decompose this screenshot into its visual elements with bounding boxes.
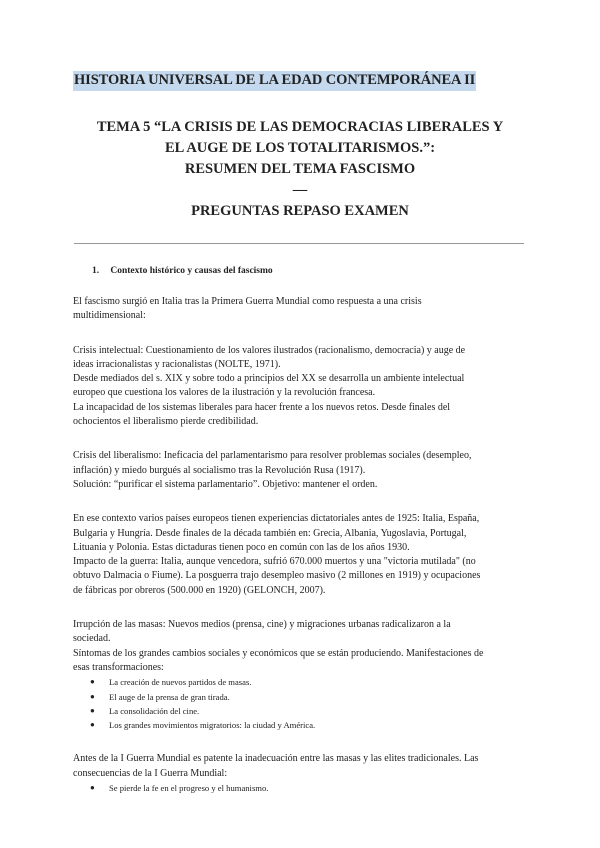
- list-item: ● Los grandes movimientos migratorios: la ciudad y América.: [73, 718, 533, 732]
- paragraph-line: Antes de la I Guerra Mundial es patente la inadecuación entre las masas y las elites tradicionales. Las: [73, 753, 479, 765]
- paragraph-line: de fábricas por obreros (500.000 en 1920) (GELONCH, 2007).: [73, 584, 326, 596]
- bullet-icon: ●: [90, 783, 95, 793]
- tema-line-2: EL AUGE DE LOS TOTALITARISMOS.”:: [164, 140, 436, 156]
- tema-line-3: RESUMEN DEL TEMA FASCISMO: [184, 161, 416, 177]
- paragraph-line: obtuvo Dalmacia o Fiume). La posguerra trajo desempleo masivo (2 millones en 1919) y ocupaciones: [73, 570, 481, 582]
- bullet-icon: ●: [90, 677, 95, 687]
- list-item: ● La consolidación del cine.: [73, 704, 533, 718]
- tema-heading: [40, 117, 560, 222]
- section-title: Contexto histórico y causas del fascismo: [110, 266, 273, 276]
- transformaciones-list: [73, 675, 533, 732]
- paragraph-line: esas transformaciones:: [73, 661, 164, 673]
- bullet-icon: ●: [90, 705, 95, 715]
- paragraph-line: Crisis del liberalismo: Ineficacia del parlamentarismo para resolver problemas sociales (desempleo,: [73, 450, 472, 462]
- list-item: ● La creación de nuevos partidos de masas.: [73, 675, 533, 689]
- paragraph-line: sociedad.: [73, 633, 111, 645]
- paragraph-line: Irrupción de las masas: Nuevos medios (prensa, cine) y migraciones urbanas radicalizaron a la: [73, 619, 451, 631]
- document-title: HISTORIA UNIVERSAL DE LA EDAD CONTEMPORÁNEA II: [73, 71, 476, 91]
- paragraph-line: multidimensional:: [73, 310, 146, 322]
- paragraph-line: La incapacidad de los sistemas liberales para hacer frente a los nuevos retos. Desde finales del: [73, 401, 451, 413]
- horizontal-divider: [74, 243, 524, 244]
- paragraph-line: En ese contexto varios países europeos tienen experiencias dictatoriales antes de 1925: Italia, España,: [73, 513, 480, 525]
- paragraph-line: Síntomas de los grandes cambios sociales y económicos que se están produciendo. Manifestaciones de: [73, 647, 484, 659]
- paragraph-line: Lituania y Polonia. Estas dictaduras tienen poco en común con las de los años 1930.: [73, 541, 410, 553]
- paragraph-line: consecuencias de la I Guerra Mundial:: [73, 767, 228, 779]
- body-text: [73, 295, 533, 795]
- paragraph-line: inflación) y miedo burgués al socialismo tras la Revolución Rusa (1917).: [73, 464, 366, 476]
- list-item: ● Se pierde la fe en el progreso y el humanismo.: [73, 781, 533, 795]
- paragraph-line: Solución: “purificar el sistema parlamentario”. Objetivo: mantener el orden.: [73, 478, 378, 490]
- paragraph-line: ideas irracionalistas y racionalistas (NOLTE, 1971).: [73, 358, 281, 370]
- tema-line-5: PREGUNTAS REPASO EXAMEN: [191, 203, 409, 219]
- bullet-icon: ●: [90, 720, 95, 730]
- paragraph-line: Desde mediados del s. XIX y sobre todo a principios del XX se desarrolla un ambiente intelectual: [73, 373, 465, 385]
- tema-line-1: TEMA 5 “LA CRISIS DE LAS DEMOCRACIAS LIBERALES Y: [96, 119, 504, 135]
- paragraph-line: ochocientos el liberalismo pierde credibilidad.: [73, 416, 259, 428]
- list-item: ● El auge de la prensa de gran tirada.: [73, 690, 533, 704]
- paragraph-line: Crisis intelectual: Cuestionamiento de los valores ilustrados (racionalismo, democracia) y auge de: [73, 344, 466, 356]
- section-heading: [92, 266, 273, 276]
- section-number: 1.: [92, 266, 100, 276]
- bullet-icon: ●: [90, 691, 95, 701]
- paragraph-line: Impacto de la guerra: Italia, aunque vencedora, sufrió 670.000 muertos y una "victoria mutilada" (no: [73, 556, 476, 568]
- paragraph-line: El fascismo surgió en Italia tras la Primera Guerra Mundial como respuesta a una crisis: [73, 296, 422, 307]
- paragraph-line: europeo que cuestiona los valores de la ilustración y la revolución francesa.: [73, 387, 376, 399]
- tema-dash: —: [292, 182, 308, 198]
- paragraph-line: Bulgaria y Hungría. Desde finales de la década también en: Grecia, Albania, Yugoslavia, Portugal,: [73, 527, 467, 539]
- consecuencias-list: [73, 781, 533, 795]
